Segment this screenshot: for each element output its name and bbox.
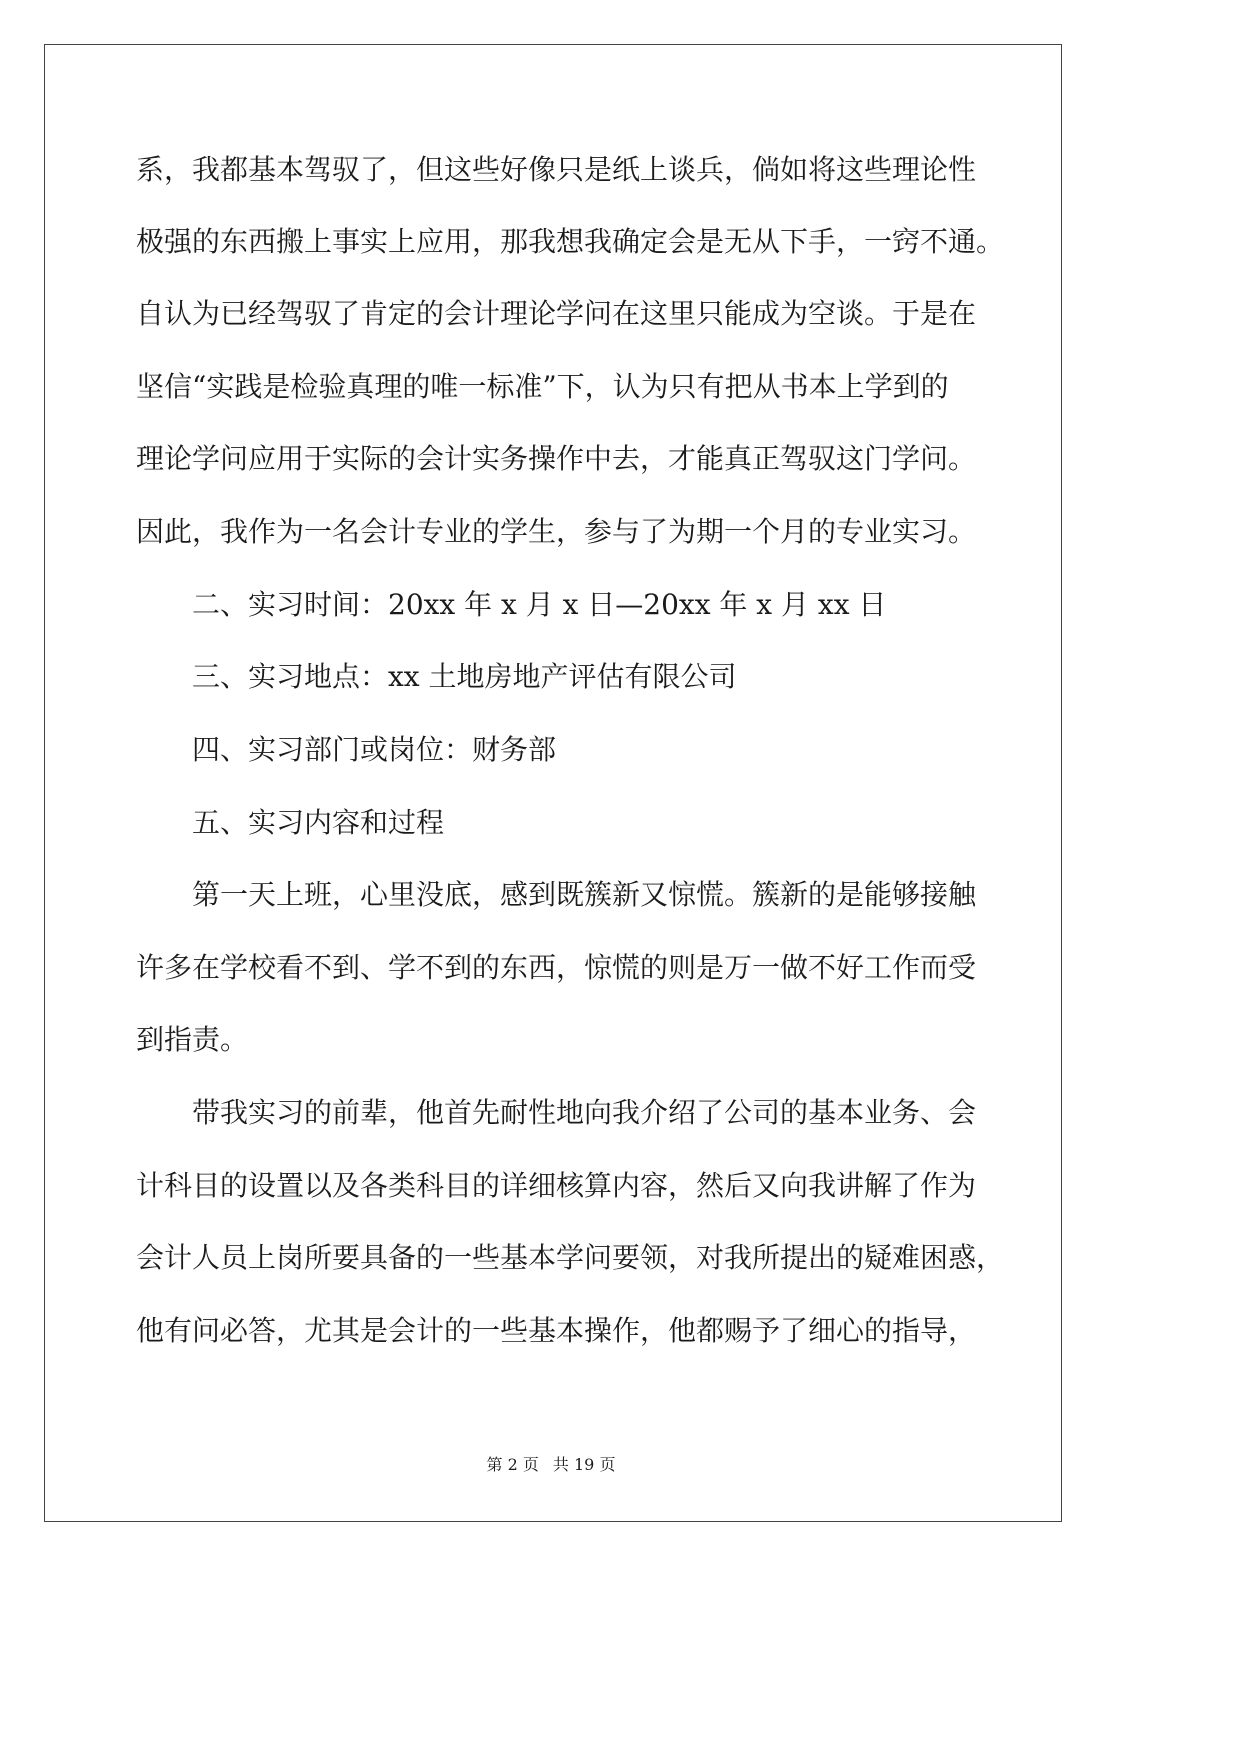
paragraph-first-line: 带我实习的前辈，他首先耐性地向我介绍了公司的基本业务、会 [192, 1096, 977, 1129]
page-border [44, 44, 1062, 1522]
body-line: 到指责。 [136, 1023, 249, 1056]
body-line: 系，我都基本驾驭了，但这些好像只是纸上谈兵，倘如将这些理论性 [136, 153, 977, 186]
page-total: 共 19 页 [552, 1455, 616, 1474]
section-heading-internship-department: 四、实习部门或岗位：财务部 [192, 733, 557, 766]
body-line: 坚信“实践是检验真理的唯一标准”下，认为只有把从书本上学到的 [136, 370, 949, 403]
body-line: 他有问必答，尤其是会计的一些基本操作，他都赐予了细心的指导， [136, 1314, 977, 1347]
page-number: 第 2 页 [486, 1455, 539, 1474]
page-footer [0, 1454, 1102, 1476]
section-heading-internship-time: 二、实习时间：20xx 年 x 月 x 日—20xx 年 x 月 xx 日 [192, 588, 887, 621]
section-heading-internship-content: 五、实习内容和过程 [192, 806, 445, 839]
body-line: 会计人员上岗所要具备的一些基本学问要领，对我所提出的疑难困惑， [136, 1241, 1005, 1274]
section-heading-internship-location: 三、实习地点：xx 土地房地产评估有限公司 [192, 660, 737, 693]
body-line: 因此，我作为一名会计专业的学生，参与了为期一个月的专业实习。 [136, 515, 977, 548]
body-line: 计科目的设置以及各类科目的详细核算内容，然后又向我讲解了作为 [136, 1169, 977, 1202]
body-line: 理论学问应用于实际的会计实务操作中去，才能真正驾驭这门学问。 [136, 442, 977, 475]
paragraph-first-line: 第一天上班，心里没底，感到既簇新又惊慌。簇新的是能够接触 [192, 878, 977, 911]
body-line: 自认为已经驾驭了肯定的会计理论学问在这里只能成为空谈。于是在 [136, 297, 977, 330]
body-line: 极强的东西搬上事实上应用，那我想我确定会是无从下手，一窍不通。 [136, 225, 1005, 258]
body-line: 许多在学校看不到、学不到的东西，惊慌的则是万一做不好工作而受 [136, 951, 977, 984]
